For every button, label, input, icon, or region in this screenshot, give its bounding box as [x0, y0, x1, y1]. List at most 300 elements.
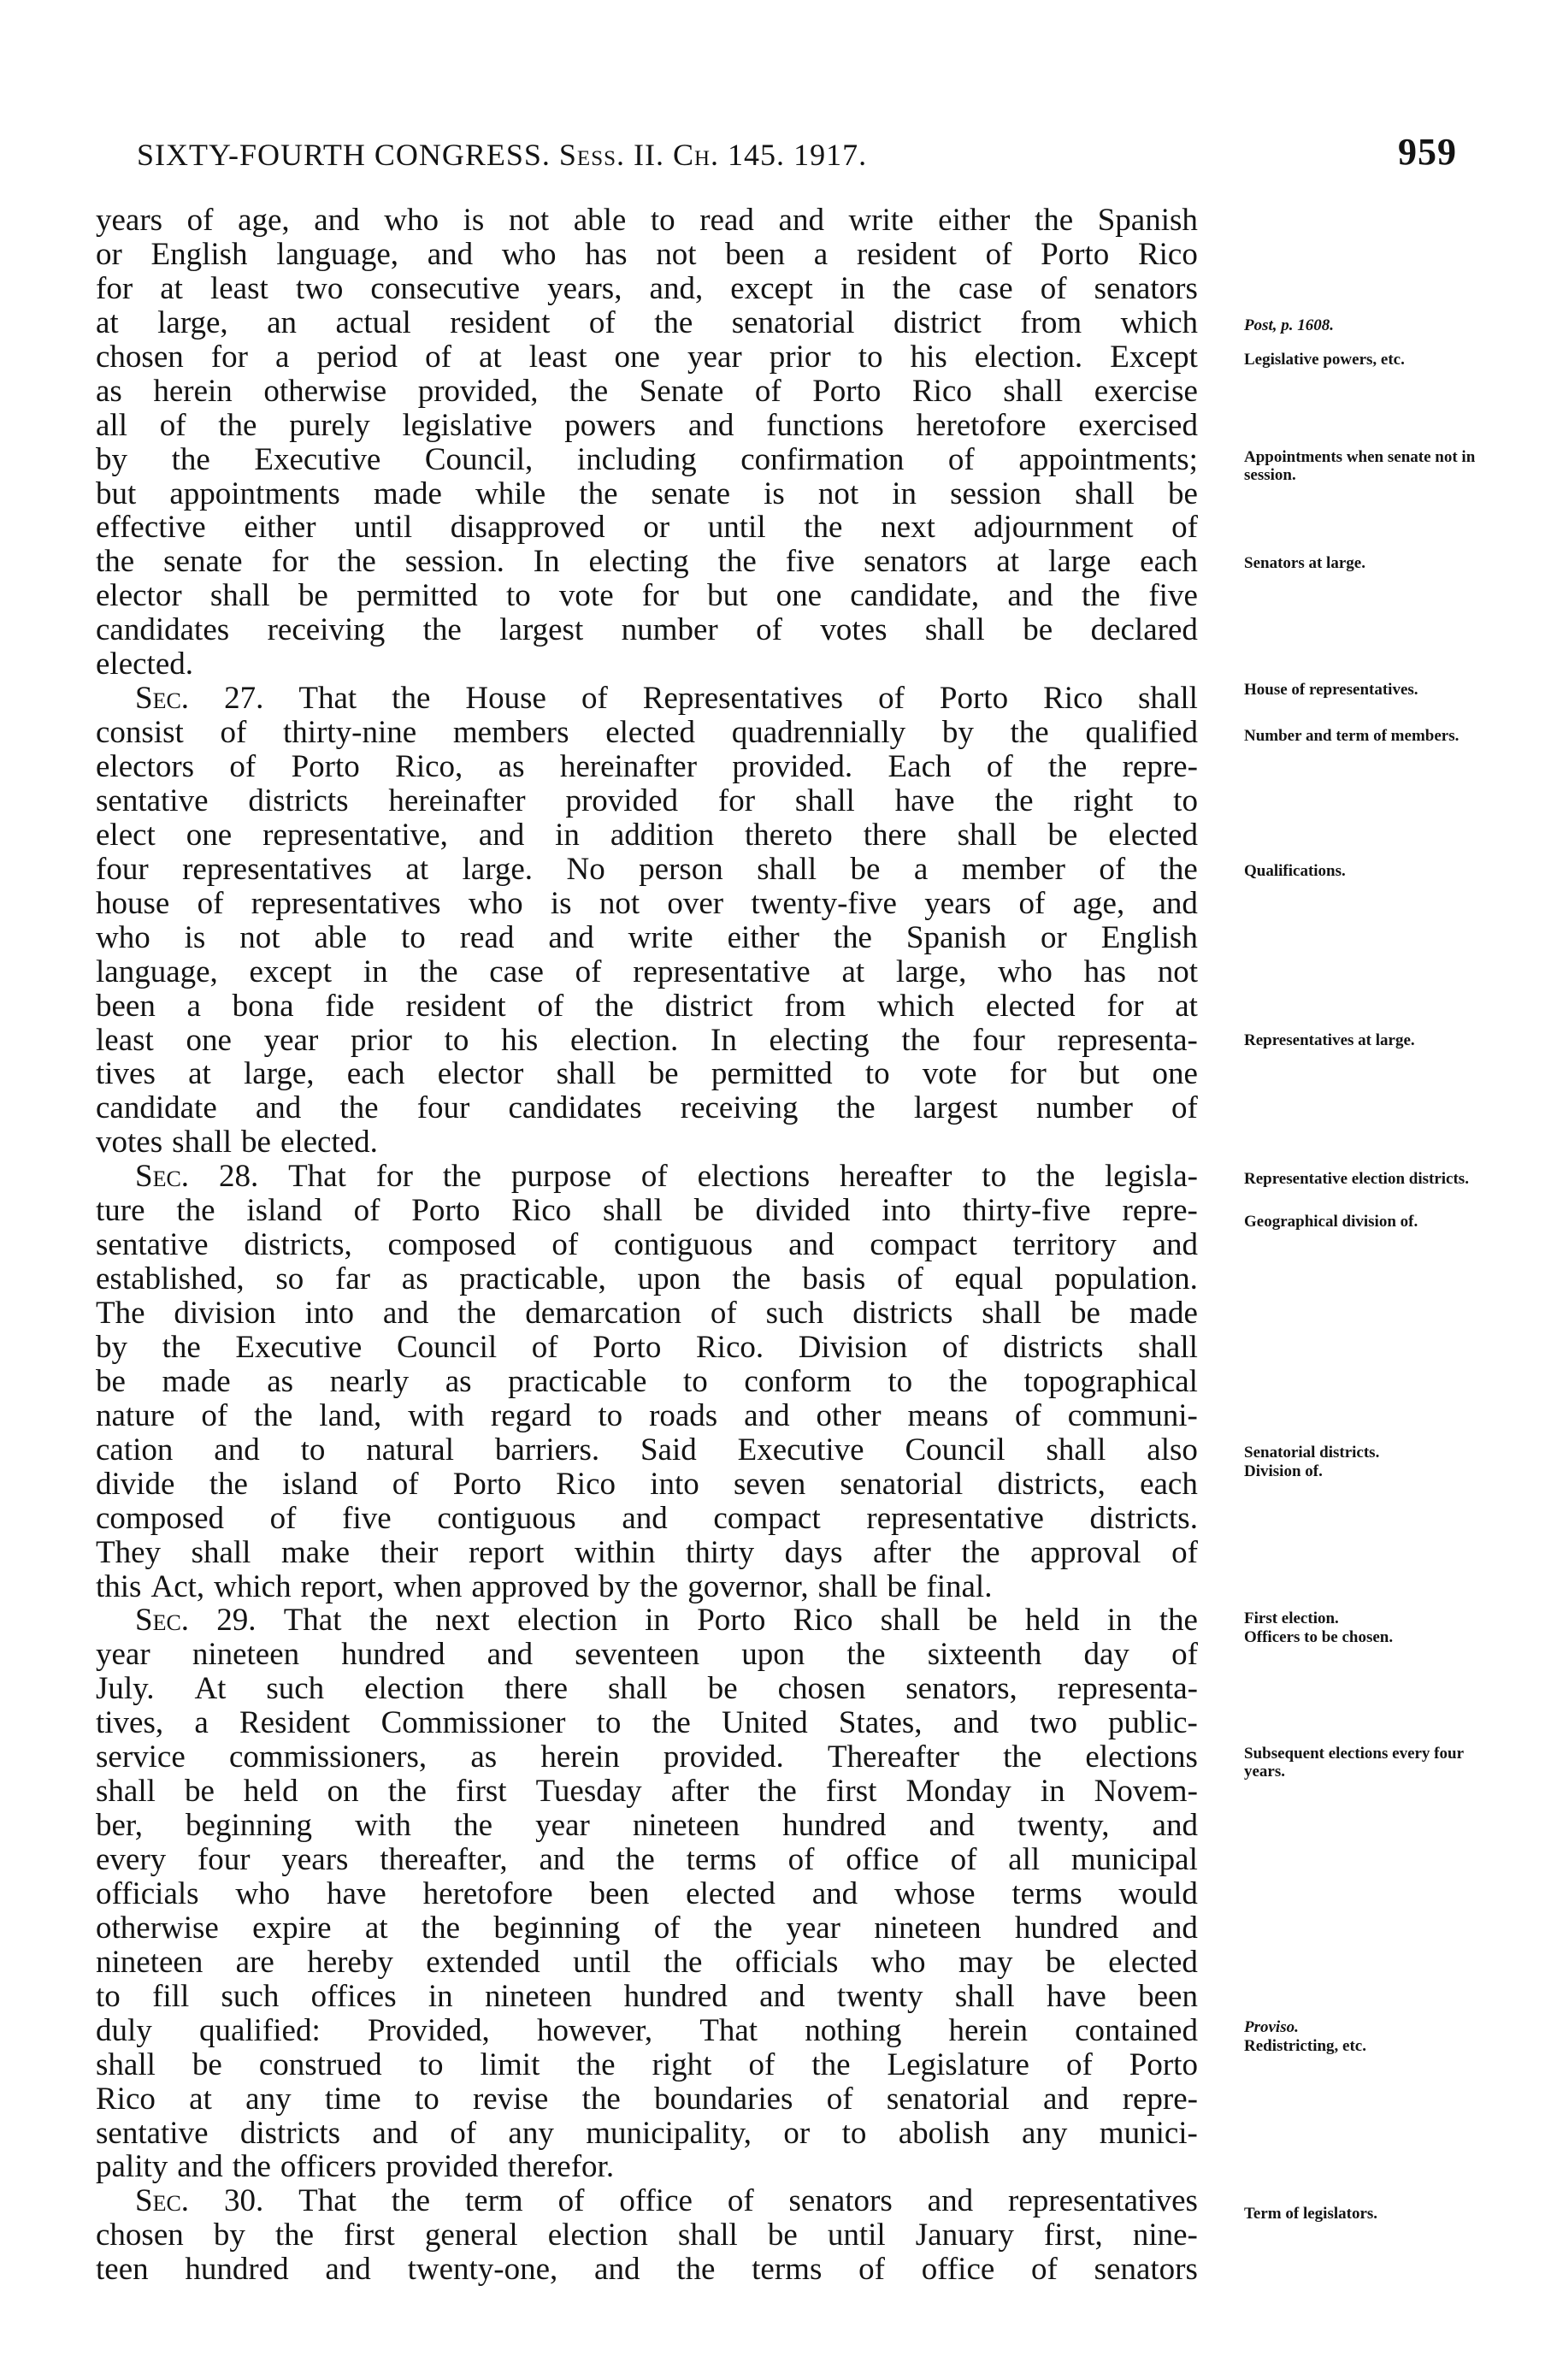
text-word: officials: [96, 1875, 199, 1911]
text-word: session.: [404, 544, 504, 580]
text-word: the: [453, 1808, 493, 1844]
text-word: Executive: [235, 1329, 363, 1365]
text-word: communi-: [1067, 1397, 1198, 1433]
text-line: [96, 1194, 1207, 1228]
text-word: of: [1018, 885, 1046, 921]
text-word: office: [846, 1842, 919, 1877]
text-word: a: [275, 339, 290, 375]
text-word: in: [363, 954, 388, 989]
text-word: for: [96, 270, 133, 306]
text-word: in: [1106, 1603, 1132, 1639]
text-word: nineteen: [96, 1944, 203, 1980]
text-word: election.: [569, 1022, 679, 1058]
text-word: Porto: [697, 1603, 766, 1639]
text-word: whose: [894, 1875, 976, 1911]
text-word: all: [1008, 1842, 1041, 1877]
text-word: of: [748, 2046, 776, 2082]
text-word: in: [892, 475, 917, 511]
text-word: elected: [605, 715, 695, 751]
text-word: the: [369, 1603, 408, 1639]
text-word: Spanish: [1097, 203, 1198, 238]
text-line: [96, 1331, 1207, 1365]
text-line: [96, 1843, 1207, 1877]
text-word: resident: [450, 304, 551, 340]
text-word: been: [725, 236, 786, 272]
text-word: year: [263, 1022, 319, 1058]
text-word: Representatives: [642, 681, 844, 717]
text-word: of: [1171, 1090, 1198, 1126]
text-word: Porto: [939, 681, 1009, 717]
text-word: be: [693, 1193, 724, 1229]
text-word: for: [271, 544, 309, 580]
text-word: provided,: [417, 373, 539, 409]
text-word: senators: [864, 544, 968, 580]
text-word: and: [929, 1808, 975, 1844]
text-word: four: [416, 1090, 470, 1126]
text-word: abolish: [898, 2115, 990, 2151]
text-word: repre-: [1122, 749, 1198, 784]
text-word: at: [478, 339, 502, 375]
text-word: of: [950, 1842, 977, 1877]
text-word: candidates: [508, 1090, 642, 1126]
text-word: who: [501, 236, 557, 272]
text-word: be: [707, 1671, 738, 1707]
text-word: Sec.: [135, 681, 190, 717]
text-word: shall: [982, 1296, 1042, 1331]
text-word: member: [961, 851, 1065, 887]
text-word: the: [171, 441, 210, 477]
text-word: year: [535, 1808, 590, 1844]
text-word: qualified:: [198, 2012, 321, 2048]
text-word: any: [1022, 2115, 1068, 2151]
text-word: representative,: [262, 817, 448, 853]
text-word: and: [1152, 1227, 1198, 1263]
text-word: be: [298, 578, 328, 614]
text-word: which: [876, 988, 955, 1024]
text-word: votes: [96, 1125, 163, 1160]
text-word: by: [96, 441, 127, 477]
text-word: of: [1040, 270, 1067, 306]
text-word: the: [994, 783, 1034, 818]
text-word: year: [786, 1910, 840, 1946]
text-word: made: [1129, 1296, 1198, 1331]
text-word: shall: [757, 851, 817, 887]
text-word: elected: [1108, 817, 1198, 853]
text-word: votes: [820, 612, 888, 648]
text-word: five: [342, 1500, 392, 1536]
text-word: who: [384, 203, 439, 238]
text-word: Porto: [291, 749, 360, 784]
text-word: senatorial: [840, 1466, 964, 1502]
text-word: candidate,: [850, 578, 980, 614]
page-number: 959: [1398, 131, 1457, 173]
text-word: and: [759, 1978, 805, 2014]
text-word: public-: [1108, 1705, 1198, 1741]
text-word: the: [339, 1090, 379, 1126]
text-word: Rico: [556, 1466, 616, 1502]
text-word: shall: [172, 1125, 232, 1160]
text-word: and: [687, 407, 734, 443]
text-word: his: [910, 339, 947, 375]
text-word: Rico: [511, 1193, 572, 1229]
text-word: of: [727, 2183, 754, 2219]
text-word: write: [628, 919, 693, 955]
text-word: seventeen: [575, 1637, 700, 1673]
text-word: the: [337, 544, 376, 580]
text-word: able: [573, 203, 627, 238]
text-word: language,: [276, 236, 399, 272]
text-word: of: [710, 1296, 737, 1331]
text-word: heretofore: [422, 1875, 553, 1911]
congress-title: SIXTY-FOURTH CONGRESS.: [137, 138, 551, 172]
text-word: English: [150, 236, 248, 272]
text-word: established,: [96, 1261, 245, 1297]
text-word: for: [641, 578, 679, 614]
text-word: Sec.: [135, 2183, 190, 2219]
text-word: by: [941, 715, 974, 751]
text-word: number: [621, 612, 718, 648]
chapter-label: Ch. 145.: [672, 138, 786, 172]
text-word: shall: [677, 2218, 738, 2253]
text-word: provided.: [732, 749, 853, 784]
text-word: a: [813, 236, 829, 272]
text-word: senatorial: [886, 2081, 1010, 2117]
text-word: is: [463, 203, 485, 238]
text-word: be: [850, 851, 881, 887]
text-word: commissioners,: [228, 1739, 428, 1775]
text-word: until: [827, 2218, 886, 2253]
text-word: districts: [239, 2115, 341, 2151]
text-word: electors: [96, 749, 195, 784]
text-word: conform: [744, 1363, 852, 1399]
text-word: to: [505, 578, 531, 614]
text-word: vote: [922, 1056, 977, 1092]
margin-note-subsequent-elections: Subsequent elections every four years.: [1244, 1745, 1464, 1781]
text-word: representatives: [251, 885, 441, 921]
text-word: the: [676, 2252, 716, 2288]
text-word: as: [96, 373, 122, 409]
text-word: a: [913, 851, 929, 887]
text-word: representative: [633, 954, 811, 989]
text-word: not: [656, 236, 697, 272]
text-word: the: [654, 304, 693, 340]
text-line: [96, 2082, 1207, 2117]
text-word: Spanish: [905, 919, 1007, 955]
text-word: the: [392, 681, 431, 717]
text-word: Porto: [411, 1193, 481, 1229]
text-word: to: [598, 1397, 623, 1433]
text-word: elected: [1108, 1944, 1198, 1980]
text-word: not: [599, 885, 640, 921]
text-word: representatives: [1008, 2183, 1198, 2219]
text-word: be: [96, 1363, 126, 1399]
text-word: not: [239, 919, 280, 955]
text-word: with: [355, 1808, 411, 1844]
text-word: 30.: [223, 2183, 264, 2219]
text-word: of: [269, 1500, 297, 1536]
text-word: Sec.: [135, 1603, 190, 1639]
text-word: and: [539, 1842, 585, 1877]
text-line: [96, 1672, 1207, 1706]
text-word: and: [1152, 885, 1198, 921]
text-line: [96, 1228, 1207, 1262]
text-word: been: [1138, 1978, 1198, 2014]
text-word: nineteen: [192, 1637, 300, 1673]
text-word: shall: [880, 1603, 941, 1639]
text-word: divided: [755, 1193, 851, 1229]
text-word: and: [622, 1500, 668, 1536]
text-word: an: [267, 304, 298, 340]
text-word: pality: [96, 2149, 168, 2185]
text-word: governor,: [687, 1568, 809, 1604]
text-line: [96, 2117, 1207, 2151]
text-word: That: [283, 1603, 342, 1639]
text-word: into: [882, 1193, 931, 1229]
text-word: of: [220, 715, 247, 751]
text-word: far: [335, 1261, 371, 1297]
text-word: and: [811, 1875, 858, 1911]
text-word: when: [393, 1568, 463, 1604]
text-word: Senate: [639, 373, 724, 409]
text-word: election: [547, 2218, 648, 2253]
text-line: [96, 1706, 1207, 1740]
text-word: beginning: [493, 1910, 621, 1946]
text-word: Executive: [254, 441, 381, 477]
text-word: first: [455, 1774, 507, 1810]
text-line: [96, 1638, 1207, 1672]
margin-note-post-ref: Post, p. 1608.: [1244, 316, 1335, 334]
text-word: large.: [462, 851, 534, 887]
text-word: time: [324, 2081, 381, 2117]
text-word: and: [214, 1432, 260, 1468]
text-word: been: [589, 1875, 650, 1911]
text-word: days: [784, 1534, 843, 1570]
text-word: beginning: [186, 1808, 313, 1844]
text-line: [96, 682, 1207, 716]
text-word: elected: [985, 988, 1076, 1024]
text-word: hereafter: [839, 1159, 952, 1195]
text-word: purely: [289, 407, 370, 443]
text-word: senate: [651, 475, 731, 511]
text-word: consist: [96, 715, 184, 751]
text-word: year: [96, 1637, 150, 1673]
text-word: from: [1020, 304, 1082, 340]
text-word: to: [1173, 783, 1198, 818]
text-line: [96, 1057, 1207, 1091]
text-word: each: [346, 1056, 405, 1092]
text-line: [96, 375, 1207, 409]
text-word: years: [281, 1842, 349, 1877]
text-word: contained: [1075, 2012, 1198, 2048]
text-line: [96, 1877, 1207, 1911]
text-word: States,: [838, 1705, 923, 1741]
text-word: upon: [637, 1261, 701, 1297]
text-word: election: [516, 1603, 618, 1639]
margin-note-house-of-representatives: House of representatives.: [1244, 681, 1418, 699]
text-word: thereto: [745, 817, 833, 853]
text-word: hundred: [782, 1808, 887, 1844]
text-word: to: [650, 203, 675, 238]
text-word: least: [528, 339, 587, 375]
text-word: thirty-five: [962, 1193, 1091, 1229]
margin-note-geographical-division: Geographical division of.: [1244, 1213, 1418, 1231]
text-word: actual: [335, 304, 411, 340]
text-word: contiguous: [613, 1227, 753, 1263]
text-word: one: [776, 578, 823, 614]
text-word: the: [1010, 715, 1049, 751]
text-word: any: [508, 2115, 554, 2151]
text-line: [96, 989, 1207, 1024]
text-word: prior: [350, 1022, 412, 1058]
text-line: [96, 1536, 1207, 1570]
text-word: of: [858, 2252, 885, 2288]
text-word: Each: [888, 749, 952, 784]
text-line: [96, 1024, 1207, 1058]
text-word: United: [722, 1705, 808, 1741]
text-line: [96, 1125, 1207, 1160]
text-word: otherwise: [263, 373, 387, 409]
text-word: age,: [1072, 885, 1125, 921]
text-word: provided: [386, 2149, 498, 2185]
text-word: report,: [300, 1568, 385, 1604]
text-line: [96, 272, 1207, 306]
statute-body-text: [96, 204, 1207, 2287]
text-word: at: [364, 1910, 388, 1946]
text-word: divide: [96, 1466, 175, 1502]
text-word: after: [670, 1774, 729, 1810]
text-word: each: [1140, 544, 1198, 580]
text-word: the: [961, 1534, 1000, 1570]
text-word: equal: [954, 1261, 1023, 1297]
text-word: districts,: [244, 1227, 352, 1263]
text-word: be: [887, 1568, 917, 1604]
text-word: receiving: [680, 1090, 799, 1126]
margin-note-senatorial-districts: Senatorial districts.: [1244, 1444, 1380, 1462]
text-word: and: [1007, 578, 1053, 614]
text-line: [96, 887, 1207, 921]
text-word: of: [201, 1397, 228, 1433]
text-word: for: [1106, 988, 1144, 1024]
text-word: but: [1079, 1056, 1120, 1092]
text-word: boundaries: [654, 2081, 793, 2117]
text-word: write: [848, 203, 914, 238]
text-word: hundred: [185, 2252, 289, 2288]
text-word: district: [893, 304, 982, 340]
text-word: such: [221, 1978, 280, 2014]
text-word: two: [1029, 1705, 1077, 1741]
text-word: large,: [157, 304, 228, 340]
running-header: [127, 127, 1460, 178]
margin-note-officers-chosen: Officers to be chosen.: [1244, 1628, 1394, 1646]
text-word: shall: [1003, 373, 1064, 409]
margin-note-election-districts: Representative election districts.: [1244, 1170, 1469, 1188]
text-word: the: [176, 1193, 215, 1229]
text-word: of: [1171, 510, 1198, 546]
text-word: In: [711, 1022, 737, 1058]
margin-note-legislative-powers: Legislative powers, etc.: [1244, 351, 1405, 369]
text-word: the: [1035, 1159, 1076, 1195]
text-word: repre-: [1122, 1193, 1198, 1229]
text-word: terms: [752, 2252, 823, 2288]
text-word: of: [947, 441, 975, 477]
text-word: by: [213, 2218, 245, 2253]
text-word: to: [401, 919, 426, 955]
text-word: districts,: [997, 1466, 1106, 1502]
text-word: is: [550, 885, 572, 921]
text-word: in: [1040, 1774, 1065, 1810]
text-word: elected.: [96, 647, 193, 682]
text-word: this: [96, 1568, 142, 1604]
text-word: prior: [769, 339, 831, 375]
text-word: the: [663, 1944, 703, 1980]
text-word: and: [1042, 2081, 1089, 2117]
text-word: hundred: [1014, 1910, 1119, 1946]
text-word: vote: [558, 578, 614, 614]
text-word: years: [924, 885, 992, 921]
text-word: of: [581, 681, 608, 717]
text-word: consecutive: [370, 270, 521, 306]
text-word: and: [177, 2149, 223, 2185]
text-word: case: [489, 954, 544, 989]
text-word: been: [96, 988, 156, 1024]
text-line: [96, 306, 1207, 340]
text-word: Provided,: [367, 2012, 490, 2048]
text-word: of: [557, 2183, 585, 2219]
text-word: permitted: [711, 1056, 833, 1092]
text-line: [96, 2253, 1207, 2287]
text-word: fide: [325, 988, 374, 1024]
text-word: next: [881, 510, 935, 546]
text-line: [96, 2184, 1207, 2218]
text-word: Except: [1110, 339, 1198, 375]
text-word: otherwise: [96, 1910, 219, 1946]
text-word: of: [756, 612, 782, 648]
text-word: expire: [252, 1910, 332, 1946]
text-word: the: [422, 612, 462, 648]
text-word: from: [784, 988, 846, 1024]
text-word: thirty: [685, 1534, 755, 1570]
text-line: [96, 716, 1207, 750]
text-word: able: [314, 919, 368, 955]
text-line: [96, 511, 1207, 545]
text-word: four: [96, 851, 149, 887]
text-word: of: [353, 1193, 380, 1229]
text-word: appointments;: [1018, 441, 1198, 477]
text-word: least: [209, 270, 268, 306]
text-word: 27.: [224, 681, 264, 717]
text-word: elector: [437, 1056, 524, 1092]
text-word: the: [96, 544, 135, 580]
text-word: Porto: [1041, 236, 1110, 272]
text-word: either: [244, 510, 316, 546]
text-word: and: [594, 2252, 640, 2288]
text-word: until: [707, 510, 766, 546]
text-word: the: [419, 954, 458, 989]
text-line: [96, 784, 1207, 818]
text-word: upon: [741, 1637, 805, 1673]
year-label: 1917.: [793, 138, 868, 172]
text-word: but: [707, 578, 748, 614]
text-line: [96, 1502, 1207, 1536]
text-word: by: [96, 1329, 127, 1365]
text-word: That: [298, 2183, 357, 2219]
text-word: in: [645, 1603, 670, 1639]
text-word: July.: [96, 1671, 155, 1707]
text-word: declared: [1090, 612, 1198, 648]
text-word: officials: [734, 1944, 839, 1980]
text-word: districts: [852, 1296, 953, 1331]
text-word: exercise: [1094, 373, 1198, 409]
